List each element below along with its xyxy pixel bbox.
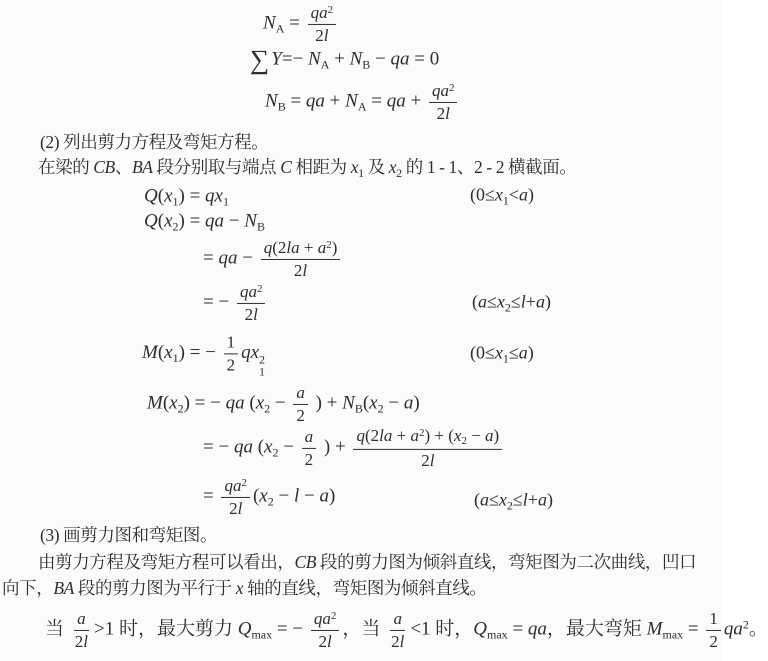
- superscript: 2: [241, 476, 247, 489]
- math-italic: qa: [390, 48, 410, 70]
- para-3-body-2: [2, 578, 487, 600]
- math-text: =: [366, 90, 387, 112]
- math-italic: a: [410, 425, 419, 445]
- math-italic: l: [302, 260, 308, 280]
- math-text: 2: [318, 631, 327, 651]
- math-text: ): [546, 489, 553, 510]
- subscript: A: [275, 21, 285, 36]
- math-text: −: [383, 392, 404, 414]
- math-italic: x: [264, 436, 273, 458]
- math-text: =: [285, 90, 306, 112]
- subscript: 2: [172, 219, 179, 234]
- subscript: 1: [502, 351, 509, 366]
- math-text: ): [413, 392, 420, 414]
- math-italic: C: [280, 157, 292, 177]
- math-italic: a: [403, 392, 414, 414]
- math-italic: x: [164, 210, 173, 232]
- subscript: 2: [177, 401, 184, 416]
- eq-m-x2-result: [203, 476, 335, 518]
- math-text: = −: [203, 436, 234, 458]
- math-italic: a: [77, 608, 86, 628]
- math-italic: l: [522, 489, 528, 510]
- subscript: A: [357, 99, 367, 114]
- fraction: [237, 282, 266, 324]
- math-text: +: [392, 425, 411, 445]
- math-italic: a: [537, 489, 547, 510]
- eq-m-x1: [142, 332, 265, 377]
- math-italic: x: [453, 425, 462, 445]
- subscript: B: [256, 219, 265, 234]
- math-text: ) + (: [424, 425, 454, 445]
- math-text: (: [252, 485, 260, 507]
- math-italic: BA: [131, 157, 153, 177]
- math-text: 2: [304, 449, 314, 469]
- math-italic: l: [326, 631, 332, 651]
- math-italic: a: [478, 291, 487, 312]
- fraction-numerator: [429, 81, 458, 103]
- math-text: 2: [226, 354, 236, 374]
- fraction: [302, 427, 317, 469]
- fraction: [388, 609, 407, 651]
- math-text: 1: [226, 332, 236, 352]
- fraction-denominator: [302, 449, 317, 470]
- fraction: [221, 476, 250, 518]
- math-italic: N: [308, 48, 321, 70]
- math-italic: qa: [310, 2, 328, 22]
- math-italic: qx: [205, 185, 223, 207]
- math-italic: Q: [144, 185, 158, 207]
- math-text: ≤: [510, 291, 521, 312]
- fraction-numerator: [390, 609, 405, 631]
- math-italic: x: [235, 578, 244, 599]
- fraction-numerator: [353, 426, 502, 450]
- math-text: (2: [364, 425, 380, 445]
- math-text: (: [162, 392, 170, 414]
- math-italic: qa: [431, 80, 449, 100]
- math-italic: N: [349, 48, 363, 70]
- fraction-denominator: [418, 450, 437, 471]
- math-text: 2: [229, 498, 238, 518]
- fraction: [429, 81, 458, 123]
- math-text: (: [474, 489, 480, 510]
- math-italic: a: [485, 425, 494, 445]
- math-italic: a: [304, 426, 314, 446]
- subscript: 2: [396, 166, 402, 180]
- math-italic: x: [259, 485, 268, 507]
- math-text: =: [203, 247, 219, 269]
- math-text: (: [244, 392, 256, 414]
- math-italic: M: [147, 392, 163, 414]
- math-text: 2: [315, 25, 324, 45]
- math-text: −: [278, 436, 299, 458]
- subscript: 2: [506, 498, 513, 513]
- math-text: 2: [74, 631, 84, 651]
- fraction: [261, 238, 341, 280]
- subscript: 2: [264, 401, 271, 416]
- math-italic: x: [388, 157, 397, 177]
- math-text: ) =: [178, 210, 206, 232]
- subscript: B: [354, 401, 363, 416]
- superscript: 2: [259, 352, 266, 367]
- eq-m-x2-result-condition: [474, 489, 553, 514]
- subscript: max: [251, 627, 273, 642]
- math-italic: N: [265, 90, 278, 112]
- eq-q-x2: [144, 210, 265, 235]
- math-text: (: [157, 185, 165, 207]
- summation-icon: ∑: [250, 44, 270, 75]
- math-italic: CB: [93, 157, 115, 177]
- fraction-denominator: [312, 25, 331, 46]
- fraction: [706, 609, 721, 651]
- math-text: ) +: [310, 392, 343, 414]
- math-text: (2: [272, 237, 287, 257]
- math-italic: qx: [241, 341, 260, 363]
- math-italic: x: [369, 392, 378, 414]
- math-italic: l: [445, 103, 450, 123]
- para-2-body: [38, 157, 576, 181]
- eq-na: [263, 3, 339, 45]
- fraction-denominator: [315, 631, 334, 652]
- fraction: [353, 426, 502, 470]
- math-italic: x: [494, 184, 503, 205]
- fraction-denominator: [242, 304, 261, 325]
- eq-max-values: [45, 609, 768, 651]
- math-italic: x: [255, 392, 265, 414]
- fraction-denominator: [291, 260, 310, 281]
- math-text: ≤: [508, 342, 519, 363]
- math-italic: l: [83, 631, 88, 651]
- math-italic: a: [519, 184, 529, 205]
- superscript: 2: [330, 609, 337, 622]
- subscript: 2: [504, 300, 511, 315]
- math-italic: a: [319, 485, 329, 507]
- math-text: (: [157, 210, 165, 232]
- math-text: 段的剪力图为平行于: [73, 578, 236, 599]
- math-italic: a: [393, 608, 402, 628]
- fraction: [72, 609, 91, 651]
- eq-q-x2-result: [203, 282, 268, 324]
- math-italic: Q: [144, 210, 158, 232]
- math-italic: a: [535, 291, 545, 312]
- math-text: (: [472, 291, 478, 312]
- math-italic: qa: [205, 210, 225, 232]
- math-text: 2: [421, 450, 430, 470]
- math-text: 。: [748, 618, 768, 640]
- fraction: [308, 3, 337, 45]
- math-italic: BA: [53, 578, 74, 599]
- math-text: −: [273, 485, 294, 507]
- math-italic: l: [253, 304, 258, 324]
- fraction-numerator: [302, 427, 317, 449]
- superscript: 2: [327, 3, 334, 16]
- math-text: ) +: [319, 436, 351, 458]
- math-italic: qa: [233, 436, 253, 458]
- math-text: −: [224, 210, 245, 232]
- math-text: =: [683, 618, 704, 640]
- math-text: (3) 画剪力图和弯矩图。: [40, 525, 218, 546]
- math-text: 当: [45, 618, 69, 640]
- subscript: 1: [172, 194, 179, 209]
- subscript: 1: [172, 350, 179, 365]
- fraction-numerator: [224, 332, 239, 354]
- math-italic: a: [296, 382, 305, 402]
- subscript: B: [362, 57, 371, 72]
- math-text: ≤: [512, 489, 523, 510]
- para-3-body-1: [38, 552, 696, 574]
- math-text: = −: [272, 618, 308, 640]
- subscript: 1: [502, 193, 509, 208]
- math-italic: qa: [218, 247, 238, 269]
- math-text: +: [299, 237, 318, 257]
- math-italic: qa: [239, 281, 257, 301]
- math-text: ) = −: [178, 341, 221, 363]
- math-text: −: [270, 392, 291, 414]
- fraction-denominator: [72, 631, 91, 652]
- eq-q-x1-condition: [470, 184, 534, 209]
- math-text: −: [466, 425, 486, 445]
- eq-q-x2-step2: [203, 238, 343, 280]
- math-text: +: [324, 90, 346, 112]
- math-text: 2: [436, 103, 446, 123]
- math-italic: la: [379, 425, 393, 445]
- para-2-heading: [40, 132, 268, 154]
- math-italic: a: [317, 237, 327, 257]
- math-italic: qa: [225, 392, 245, 414]
- math-text: 1: [709, 608, 718, 628]
- math-text: 2: [296, 405, 305, 425]
- subscript: A: [320, 57, 330, 72]
- math-text: +: [527, 489, 538, 510]
- math-italic: a: [480, 489, 489, 510]
- superscript: 2: [448, 81, 455, 94]
- sub-sup-stack: [259, 352, 266, 379]
- math-italic: l: [520, 291, 526, 312]
- math-italic: N: [244, 210, 257, 232]
- fraction-numerator: [706, 609, 721, 631]
- math-text: 段的剪力图为倾斜直线，弯矩图为二次曲线，凹口: [316, 552, 697, 573]
- eq-q-x1: [144, 185, 229, 210]
- math-text: >1 时，最大剪力: [94, 618, 238, 640]
- math-italic: q: [356, 425, 365, 445]
- math-text: 及: [363, 157, 389, 177]
- math-italic: qa: [723, 618, 743, 640]
- math-italic: a: [518, 342, 528, 363]
- superscript: 2: [418, 426, 425, 439]
- math-italic: x: [350, 157, 359, 177]
- math-text: ，最大弯矩: [546, 618, 647, 640]
- math-italic: qa: [305, 90, 325, 112]
- math-text: 、: [114, 157, 132, 177]
- subscript: 1: [259, 364, 266, 379]
- subscript: 2: [461, 434, 467, 447]
- math-text: (2) 列出剪力方程及弯矩方程。: [40, 132, 269, 153]
- math-italic: x: [164, 185, 173, 207]
- para-3-heading: [40, 525, 217, 547]
- math-italic: CB: [294, 552, 317, 573]
- math-text: +: [525, 291, 536, 312]
- math-text: ): [331, 237, 338, 257]
- math-italic: l: [429, 450, 435, 470]
- eq-nb: [265, 81, 460, 123]
- fraction-denominator: [224, 354, 239, 375]
- math-text: =: [507, 618, 528, 640]
- superscript: 2: [326, 238, 332, 251]
- math-italic: M: [142, 341, 158, 363]
- eq-m-x1-condition: [470, 342, 534, 367]
- math-italic: qa: [313, 608, 331, 628]
- math-text: ): [328, 485, 336, 507]
- math-text: =: [203, 485, 219, 507]
- fraction-numerator: [311, 609, 340, 631]
- math-italic: x: [494, 342, 503, 363]
- math-text: 2: [293, 260, 303, 280]
- math-italic: N: [345, 90, 358, 112]
- math-italic: qa: [527, 618, 547, 640]
- eq-sum-y: [250, 44, 440, 75]
- math-text: 向下，: [2, 578, 54, 599]
- superscript: 2: [742, 617, 749, 632]
- math-text: (0≤: [470, 184, 495, 205]
- math-italic: x: [164, 341, 173, 363]
- math-text: ) = −: [183, 392, 226, 414]
- math-italic: N: [342, 392, 355, 414]
- math-text: ): [493, 425, 500, 445]
- math-text: =−: [281, 48, 309, 70]
- math-text: = 0: [409, 48, 440, 70]
- math-text: 轴的直线，弯矩图为倾斜直线。: [243, 578, 487, 599]
- fraction-denominator: [226, 498, 245, 519]
- math-text: 段分别取与端点: [152, 157, 281, 177]
- math-italic: qa: [224, 475, 242, 495]
- subscript: 1: [222, 194, 229, 209]
- fraction-denominator: [434, 103, 453, 124]
- math-text: 由剪力方程及弯矩方程可以看出，: [38, 552, 295, 573]
- math-italic: M: [646, 618, 663, 640]
- subscript: 1: [358, 166, 364, 180]
- superscript: 2: [256, 282, 263, 295]
- math-text: ≤: [487, 291, 497, 312]
- math-text: <1 时，: [410, 618, 474, 640]
- eq-q-x2-result-condition: [472, 291, 551, 316]
- math-text: (: [157, 341, 165, 363]
- fraction-numerator: [261, 238, 341, 260]
- math-text: ): [527, 342, 534, 363]
- subscript: 2: [377, 401, 384, 416]
- math-italic: Y: [271, 48, 282, 70]
- fraction-denominator: [706, 631, 721, 652]
- subscript: 2: [267, 494, 274, 509]
- fraction-numerator: [74, 609, 89, 631]
- fraction: [311, 609, 340, 651]
- fraction-numerator: [237, 282, 266, 304]
- math-text: ) =: [178, 185, 206, 207]
- math-text: (: [362, 392, 370, 414]
- eq-m-x2: [147, 383, 420, 425]
- math-text: ): [544, 291, 551, 312]
- math-text: −: [237, 247, 258, 269]
- fraction-denominator: [388, 631, 407, 652]
- math-italic: la: [286, 237, 300, 257]
- math-italic: N: [263, 12, 276, 34]
- math-text: (0≤: [470, 342, 495, 363]
- math-text: ≤: [489, 489, 499, 510]
- math-text: (: [252, 436, 265, 458]
- math-text: −: [370, 48, 391, 70]
- math-text: ，当: [342, 618, 386, 640]
- math-italic: l: [237, 498, 243, 518]
- subscript: max: [662, 627, 684, 642]
- math-text: = −: [203, 291, 234, 313]
- math-italic: Q: [473, 618, 488, 640]
- math-text: =: [284, 12, 305, 34]
- math-text: −: [299, 485, 320, 507]
- subscript: 2: [272, 445, 279, 460]
- math-italic: l: [293, 485, 300, 507]
- math-italic: Q: [237, 618, 252, 640]
- math-text: 2: [244, 304, 254, 324]
- eq-m-x2-step2: [203, 426, 505, 470]
- math-italic: q: [263, 237, 273, 257]
- fraction-denominator: [293, 405, 308, 426]
- math-italic: l: [323, 25, 329, 45]
- fraction-numerator: [293, 383, 308, 405]
- subscript: B: [277, 99, 286, 114]
- math-text: +: [405, 90, 426, 112]
- fraction: [224, 332, 239, 374]
- math-italic: l: [399, 631, 405, 651]
- math-text: 的 1 - 1、2 - 2 横截面。: [401, 157, 577, 177]
- math-text: ): [528, 184, 535, 205]
- math-italic: x: [169, 392, 178, 414]
- math-italic: x: [498, 489, 507, 510]
- math-text: <: [508, 184, 520, 205]
- math-text: +: [329, 48, 350, 70]
- math-italic: qa: [386, 90, 406, 112]
- math-text: 2: [391, 631, 400, 651]
- subscript: max: [487, 627, 508, 642]
- fraction: [293, 383, 308, 425]
- fraction-numerator: [221, 476, 250, 498]
- math-text: 在梁的: [38, 157, 94, 177]
- math-text: 2: [709, 631, 718, 651]
- math-text: 相距为: [291, 157, 351, 177]
- fraction-numerator: [308, 3, 337, 25]
- math-italic: x: [496, 291, 505, 312]
